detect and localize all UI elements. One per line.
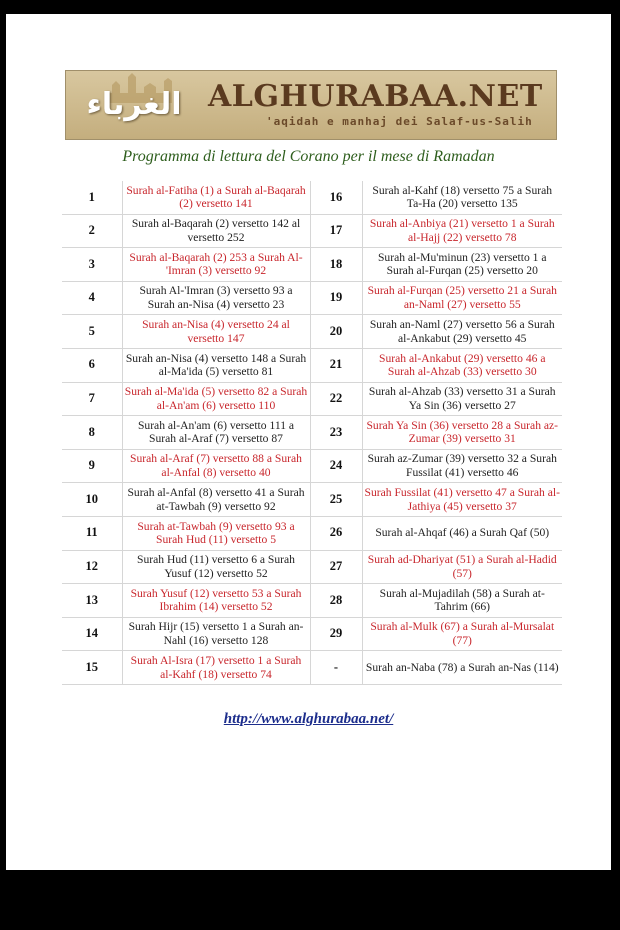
reading-range: Surah az-Zumar (39) versetto 32 a Surah Fussilat (41) versetto 46 <box>362 449 562 483</box>
reading-range: Surah Al-'Imran (3) versetto 93 a Surah an-Nisa (4) versetto 23 <box>122 281 310 315</box>
reading-range: Surah al-Baqarah (2) versetto 142 al versetto 252 <box>122 214 310 248</box>
website-link[interactable]: http://www.alghurabaa.net/ <box>223 711 394 727</box>
day-number: 29 <box>310 617 362 651</box>
table-row <box>62 315 562 349</box>
table-row <box>62 281 562 315</box>
day-number: 27 <box>310 550 362 584</box>
table-row <box>62 348 562 382</box>
table-row <box>62 584 562 618</box>
day-number: 19 <box>310 281 362 315</box>
reading-range: Surah Hijr (15) versetto 1 a Surah an-Nahl (16) versetto 128 <box>122 617 310 651</box>
reading-range: Surah ad-Dhariyat (51) a Surah al-Hadid (57) <box>362 550 562 584</box>
reading-range: Surah Al-Isra (17) versetto 1 a Surah al-Kahf (18) versetto 74 <box>122 651 310 685</box>
reading-range: Surah al-Ahzab (33) versetto 31 a Surah Ya Sin (36) versetto 27 <box>362 382 562 416</box>
reading-range: Surah al-Baqarah (2) 253 a Surah Al-'Imran (3) versetto 92 <box>122 248 310 282</box>
day-number: 7 <box>62 382 122 416</box>
day-number: 14 <box>62 617 122 651</box>
table-row <box>62 550 562 584</box>
day-number: 2 <box>62 214 122 248</box>
day-number: 26 <box>310 516 362 550</box>
day-number: 11 <box>62 516 122 550</box>
reading-range: Surah al-Anbiya (21) versetto 1 a Surah al-Hajj (22) versetto 78 <box>362 214 562 248</box>
table-row <box>62 651 562 685</box>
reading-range: Surah an-Nisa (4) versetto 148 a Surah al-Ma'ida (5) versetto 81 <box>122 348 310 382</box>
reading-range: Surah Fussilat (41) versetto 47 a Surah al-Jathiya (45) versetto 37 <box>362 483 562 517</box>
reading-range: Surah Ya Sin (36) versetto 28 a Surah az-Zumar (39) versetto 31 <box>362 416 562 450</box>
day-number: 12 <box>62 550 122 584</box>
day-number: 10 <box>62 483 122 517</box>
reading-range: Surah an-Naml (27) versetto 56 a Surah al-Ankabut (29) versetto 45 <box>362 315 562 349</box>
day-number: 20 <box>310 315 362 349</box>
table-row <box>62 248 562 282</box>
table-row <box>62 214 562 248</box>
table-row <box>62 416 562 450</box>
reading-range: Surah al-Furqan (25) versetto 21 a Surah an-Naml (27) versetto 55 <box>362 281 562 315</box>
reading-range: Surah al-Ma'ida (5) versetto 82 a Surah al-An'am (6) versetto 110 <box>122 382 310 416</box>
day-number: 3 <box>62 248 122 282</box>
table-row <box>62 181 562 214</box>
day-number: 13 <box>62 584 122 618</box>
reading-range: Surah al-Araf (7) versetto 88 a Surah al-Anfal (8) versetto 40 <box>122 449 310 483</box>
day-number: 22 <box>310 382 362 416</box>
day-number: 24 <box>310 449 362 483</box>
day-number: 23 <box>310 416 362 450</box>
page-title: Programma di lettura del Corano per il mese di Ramadan <box>122 148 495 165</box>
day-number: 17 <box>310 214 362 248</box>
reading-range: Surah al-Ankabut (29) versetto 46 a Surah al-Ahzab (33) versetto 30 <box>362 348 562 382</box>
site-name: ALGHURABAA.NET <box>208 79 543 114</box>
day-number: 6 <box>62 348 122 382</box>
reading-range: Surah an-Nisa (4) versetto 24 al versetto 147 <box>122 315 310 349</box>
table-row <box>62 516 562 550</box>
document-page <box>6 14 611 870</box>
table-row <box>62 617 562 651</box>
day-number: 8 <box>62 416 122 450</box>
reading-range: Surah al-Mu'minun (23) versetto 1 a Surah al-Furqan (25) versetto 20 <box>362 248 562 282</box>
day-number: 25 <box>310 483 362 517</box>
reading-range: Surah al-Ahqaf (46) a Surah Qaf (50) <box>362 516 562 550</box>
reading-range: Surah al-Mujadilah (58) a Surah at-Tahrim (66) <box>362 584 562 618</box>
arabic-logo: الغرباء <box>86 86 182 122</box>
day-number: 1 <box>62 181 122 214</box>
table-row <box>62 382 562 416</box>
reading-range: Surah Yusuf (12) versetto 53 a Surah Ibrahim (14) versetto 52 <box>122 584 310 618</box>
site-banner[interactable] <box>65 70 557 140</box>
reading-range: Surah al-Mulk (67) a Surah al-Mursalat (77) <box>362 617 562 651</box>
day-number: 28 <box>310 584 362 618</box>
day-number: 18 <box>310 248 362 282</box>
site-tagline: 'aqidah e manhaj dei Salaf-us-Salih <box>266 115 533 128</box>
reading-schedule-table <box>62 181 562 685</box>
day-number: 16 <box>310 181 362 214</box>
reading-range: Surah Hud (11) versetto 6 a Surah Yusuf (12) versetto 52 <box>122 550 310 584</box>
day-number: - <box>310 651 362 685</box>
reading-range: Surah al-An'am (6) versetto 111 a Surah al-Araf (7) versetto 87 <box>122 416 310 450</box>
day-number: 4 <box>62 281 122 315</box>
reading-range: Surah al-Fatiha (1) a Surah al-Baqarah (2) versetto 141 <box>122 181 310 214</box>
table-row <box>62 483 562 517</box>
day-number: 9 <box>62 449 122 483</box>
day-number: 21 <box>310 348 362 382</box>
reading-range: Surah an-Naba (78) a Surah an-Nas (114) <box>362 651 562 685</box>
reading-range: Surah al-Anfal (8) versetto 41 a Surah at-Tawbah (9) versetto 92 <box>122 483 310 517</box>
reading-range: Surah al-Kahf (18) versetto 75 a Surah Ta-Ha (20) versetto 135 <box>362 181 562 214</box>
reading-range: Surah at-Tawbah (9) versetto 93 a Surah Hud (11) versetto 5 <box>122 516 310 550</box>
day-number: 5 <box>62 315 122 349</box>
day-number: 15 <box>62 651 122 685</box>
table-row <box>62 449 562 483</box>
